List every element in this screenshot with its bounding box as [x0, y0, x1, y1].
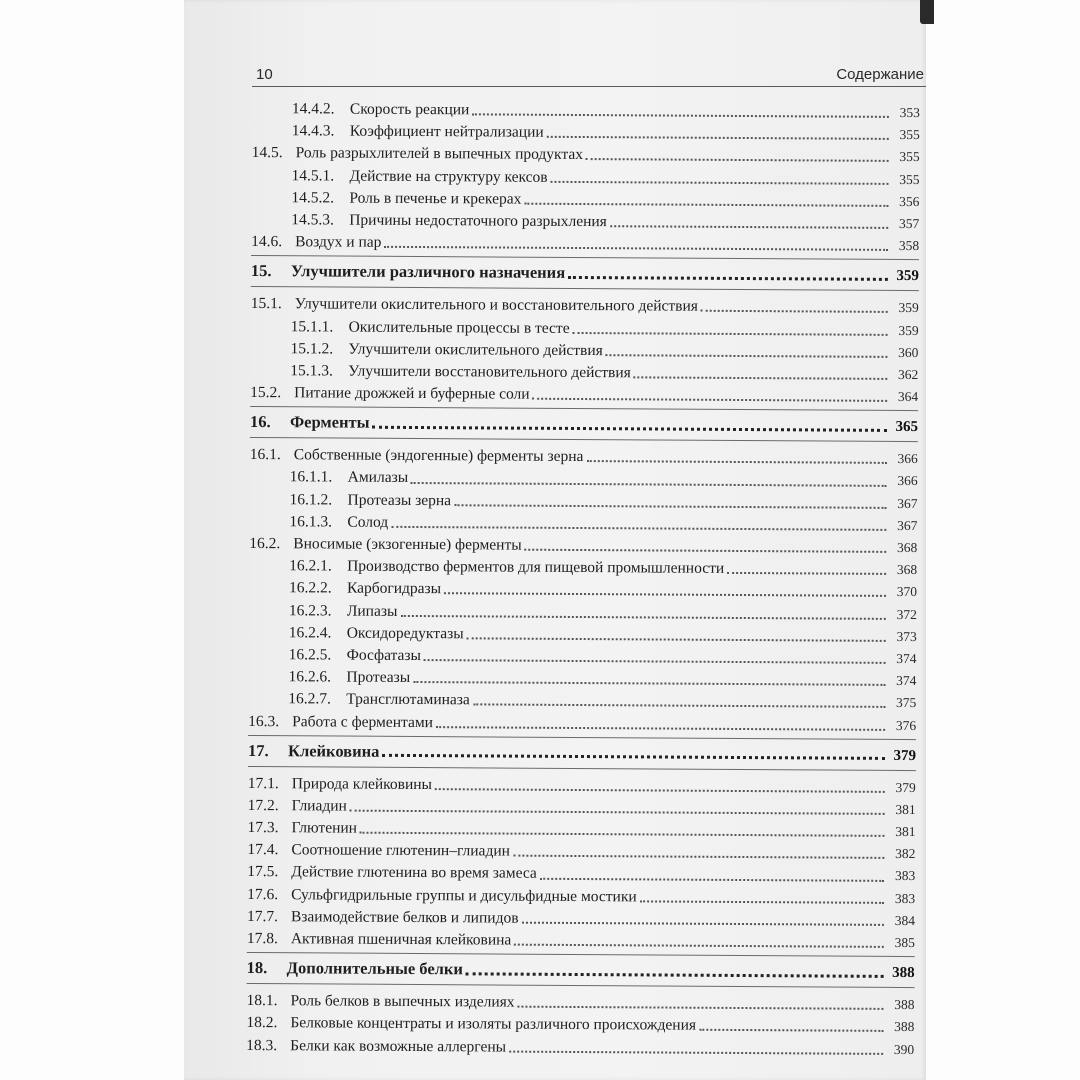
entry-number: 18.: [246, 958, 268, 978]
entry-page-number: 367: [897, 517, 918, 533]
entry-page-number: 379: [893, 747, 917, 764]
toc-entry: [251, 231, 919, 257]
dot-leader: [350, 810, 885, 815]
dot-leader: [424, 659, 886, 664]
dot-leader: [634, 376, 888, 380]
entry-title: Питание дрожжей и буферные соли: [294, 384, 530, 403]
entry-number: 15.1.2.: [290, 339, 334, 358]
chapter-entry: [251, 255, 919, 291]
entry-title: Взаимодействие белков и липидов: [290, 908, 519, 927]
entry-page-number: 384: [894, 912, 916, 928]
entry-number: 16.1.3.: [289, 513, 333, 531]
dot-leader: [573, 332, 888, 336]
entry-title: Трансглютаминаза: [346, 690, 470, 709]
entry-page-number: 356: [899, 193, 920, 209]
entry-title: Скорость реакции: [349, 100, 470, 119]
entry-title: Улучшители окислительного и восстановительного действия: [294, 295, 699, 316]
chapter-entry: [248, 735, 916, 771]
dot-leader: [472, 113, 889, 118]
entry-page-number: 367: [897, 495, 918, 511]
dot-leader: [540, 877, 884, 881]
entry-number: 17.: [247, 740, 269, 760]
entry-page-number: 368: [896, 562, 918, 578]
entry-title: Солод: [347, 513, 389, 531]
dot-leader: [467, 637, 886, 642]
entry-page-number: 381: [895, 824, 916, 840]
entry-number: 17.5.: [247, 863, 279, 881]
entry-number: 14.6.: [251, 233, 283, 251]
entry-page-number: 382: [895, 846, 916, 862]
entry-number: 16.2.1.: [289, 557, 332, 575]
dot-leader: [413, 681, 885, 686]
entry-number: 14.4.2.: [291, 100, 335, 118]
entry-number: 15.: [250, 261, 272, 281]
dot-leader: [444, 593, 886, 598]
entry-page-number: 365: [895, 419, 919, 436]
entry-page-number: 357: [898, 215, 920, 232]
entry-title: Соотношение глютенин–глиадин: [291, 841, 511, 860]
entry-number: 14.4.3.: [291, 122, 335, 140]
page-number: 10: [256, 66, 273, 83]
dot-leader: [640, 900, 884, 903]
dot-leader: [699, 1029, 883, 1032]
entry-page-number: 366: [897, 473, 918, 489]
entry-number: 15.1.1.: [290, 317, 334, 336]
entry-page-number: 374: [896, 673, 917, 689]
entry-page-number: 388: [892, 965, 915, 982]
entry-title: Протеазы зерна: [347, 491, 452, 509]
entry-number: 17.6.: [247, 885, 279, 903]
toc-entry: [248, 773, 916, 799]
entry-page-number: 370: [896, 584, 918, 600]
entry-page-number: 381: [895, 801, 916, 817]
entry-title: Глиадин: [291, 797, 347, 815]
entry-page-number: 388: [894, 1019, 915, 1035]
running-title: Содержание: [836, 66, 924, 83]
entry-number: 16.3.: [248, 712, 280, 730]
entry-page-number: 375: [896, 695, 917, 711]
entry-page-number: 366: [897, 451, 918, 467]
entry-page-number: 383: [894, 890, 916, 906]
toc-entry: [250, 382, 918, 408]
entry-number: 16.2.: [249, 534, 281, 553]
dot-leader: [411, 482, 887, 487]
entry-title: Окислительные процессы в тесте: [348, 318, 570, 337]
entry-number: 16.1.1.: [289, 468, 333, 486]
entry-page-number: 360: [898, 344, 919, 360]
entry-number: 14.5.1.: [291, 166, 335, 185]
dot-leader: [435, 788, 885, 793]
dot-leader: [513, 855, 884, 859]
entry-number: 17.8.: [246, 929, 278, 948]
entry-number: 16.: [249, 412, 271, 432]
entry-title: Улучшители различного назначения: [290, 261, 566, 283]
entry-title: Собственные (эндогенные) ферменты зерна: [293, 446, 584, 466]
entry-title: Вносимые (экзогенные) ферменты: [293, 535, 522, 554]
chapter-entry: [250, 406, 918, 442]
entry-title: Фосфатазы: [346, 646, 422, 664]
entry-title: Ферменты: [289, 412, 370, 432]
entry-title: Клейковина: [287, 740, 380, 761]
entry-page-number: 376: [895, 717, 917, 733]
entry-title: Роль в печенье и крекерах: [349, 189, 522, 208]
dot-leader: [547, 136, 889, 140]
dot-leader: [518, 1006, 884, 1010]
dot-leader: [610, 225, 888, 229]
entry-number: 17.1.: [247, 774, 279, 792]
entry-page-number: 355: [899, 171, 920, 187]
dot-leader: [524, 203, 888, 207]
entry-page-number: 359: [896, 268, 919, 285]
dot-leader: [372, 425, 887, 431]
entry-title: Улучшители восстановительного действия: [348, 362, 631, 382]
entry-page-number: 374: [896, 650, 917, 667]
entry-title: Работа с ферментами: [292, 712, 434, 731]
toc-entry: [248, 710, 916, 736]
dot-leader: [360, 832, 885, 837]
dot-leader: [384, 246, 888, 251]
running-header: [252, 64, 926, 87]
chapter-entry: [247, 952, 915, 988]
table-of-contents: [246, 98, 920, 1061]
entry-number: 16.2.7.: [288, 690, 332, 708]
entry-page-number: 372: [896, 606, 917, 622]
dot-leader: [568, 276, 888, 281]
entry-title: Глютенин: [291, 819, 358, 837]
dot-leader: [586, 460, 886, 464]
entry-title: Сульфгидрильные группы и дисульфидные мостики: [291, 885, 637, 905]
entry-title: Коэффициент нейтрализации: [349, 122, 544, 141]
entry-page-number: 353: [899, 104, 920, 121]
entry-page-number: 385: [894, 934, 915, 951]
dot-leader: [454, 504, 886, 509]
entry-number: 18.2.: [246, 1014, 278, 1032]
entry-page-number: 355: [899, 127, 920, 143]
entry-number: 17.2.: [247, 796, 279, 815]
entry-number: 16.1.: [249, 446, 281, 464]
entry-number: 16.2.5.: [288, 646, 332, 664]
entry-page-number: 368: [896, 539, 918, 556]
entry-title: Липазы: [346, 602, 398, 620]
entry-number: 16.2.6.: [288, 668, 332, 686]
entry-page-number: 373: [896, 628, 917, 644]
entry-title: Улучшители окислительного действия: [348, 340, 603, 359]
toc-entry: [247, 928, 915, 954]
entry-title: Действие глютенина во время замеса: [291, 863, 537, 883]
entry-title: Природа клейковины: [291, 774, 433, 793]
entry-title: Белки как возможные аллергены: [290, 1036, 507, 1056]
entry-title: Амилазы: [347, 469, 409, 487]
dot-leader: [514, 944, 884, 948]
entry-page-number: 358: [898, 238, 920, 254]
dot-leader: [522, 922, 884, 926]
entry-page-number: 390: [893, 1041, 915, 1057]
dot-leader: [436, 726, 885, 731]
entry-title: Белковые концентраты и изоляты различного происхождения: [290, 1014, 697, 1035]
dot-leader: [400, 615, 885, 620]
page-corner-shadow: [920, 0, 934, 24]
entry-page-number: 359: [898, 300, 919, 316]
entry-page-number: 362: [898, 366, 919, 382]
entry-number: 14.5.: [251, 144, 283, 162]
entry-title: Причины недостаточного разрыхления: [349, 211, 607, 231]
dot-leader: [525, 549, 887, 553]
entry-number: 14.5.2.: [291, 188, 335, 207]
dot-leader: [533, 398, 888, 402]
entry-number: 14.5.3.: [291, 211, 334, 229]
dot-leader: [466, 972, 884, 978]
dot-leader: [727, 572, 886, 575]
entry-title: Активная пшеничная клейковина: [290, 930, 512, 949]
entry-title: Протеазы: [346, 668, 411, 687]
entry-page-number: 364: [897, 389, 919, 405]
entry-number: 15.1.3.: [290, 362, 334, 380]
entry-number: 16.1.2.: [289, 490, 333, 509]
entry-number: 16.2.3.: [288, 601, 332, 620]
dot-leader: [701, 310, 888, 313]
entry-page-number: 355: [899, 149, 920, 165]
entry-number: 17.4.: [247, 841, 279, 859]
entry-page-number: 359: [898, 322, 919, 338]
entry-title: Производство ферментов для пищевой промышленности: [347, 557, 725, 578]
entry-title: Роль белков в выпечных изделиях: [290, 992, 515, 1011]
toc-entry: [246, 1035, 914, 1061]
entry-title: Роль разрыхлителей в выпечных продуктах: [295, 144, 584, 164]
dot-leader: [473, 704, 886, 709]
entry-number: 15.2.: [250, 384, 282, 402]
entry-title: Дополнительные белки: [286, 958, 464, 979]
dot-leader: [586, 159, 889, 163]
entry-page-number: 383: [894, 868, 916, 884]
dot-leader: [606, 354, 888, 358]
entry-number: 17.3.: [247, 819, 279, 837]
entry-title: Действие на структуру кексов: [349, 167, 548, 186]
entry-number: 18.1.: [246, 992, 278, 1010]
entry-title: Воздух и пар: [295, 233, 382, 251]
entry-page-number: 388: [894, 997, 915, 1013]
dot-leader: [509, 1050, 883, 1054]
dot-leader: [382, 754, 885, 760]
entry-number: 16.2.4.: [288, 623, 332, 642]
entry-title: Оксидоредуктазы: [346, 624, 464, 643]
dot-leader: [391, 526, 886, 531]
entry-page-number: 379: [895, 779, 916, 795]
entry-number: 18.3.: [246, 1036, 278, 1054]
entry-number: 16.2.2.: [288, 579, 332, 597]
entry-title: Карбогидразы: [346, 579, 442, 598]
entry-number: 15.1.: [250, 295, 282, 313]
entry-number: 17.7.: [246, 907, 279, 925]
dot-leader: [551, 180, 889, 184]
